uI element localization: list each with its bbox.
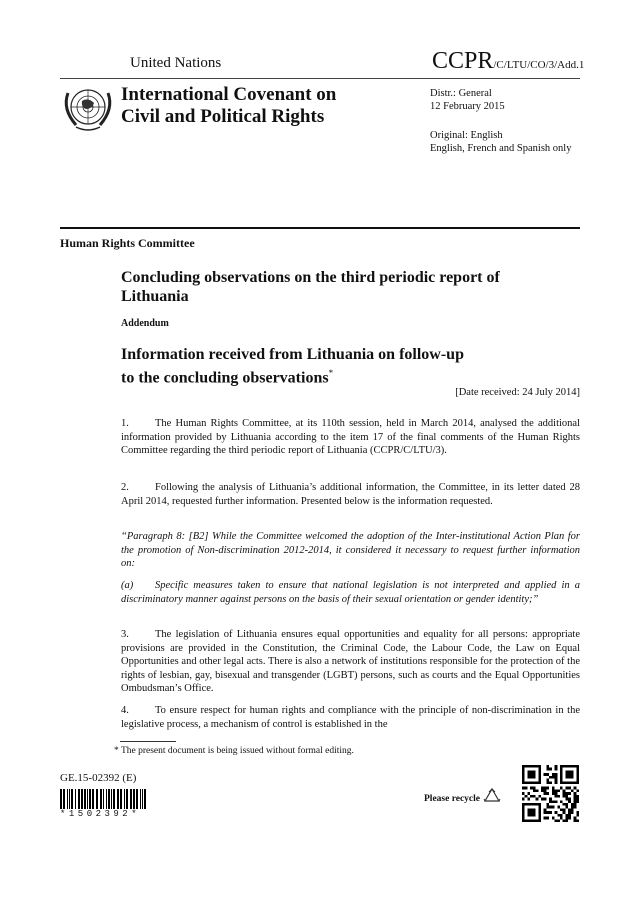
barcode-icon <box>60 789 150 809</box>
recycle-icon <box>480 786 504 810</box>
issue-date: 12 February 2015 <box>430 101 505 112</box>
distribution-info <box>430 87 505 113</box>
paragraph-4 <box>121 704 580 731</box>
barcode-number: *1502392* <box>60 809 141 819</box>
original-language: Original: English <box>430 130 503 141</box>
title-line: Civil and Political Rights <box>121 106 325 127</box>
para-number: 2. <box>121 482 129 493</box>
para-text: The Human Rights Committee, at its 110th session, held in March 2014, analysed the additional information provided by Lithuania according to the item 17 of the final comments of the Human Rights Committee regarding the third periodic report of Lithuania (CCPR/C/LTU/3). <box>121 418 580 457</box>
qr-code-icon <box>522 765 579 822</box>
para-number: 1. <box>121 418 129 429</box>
symbol-main: CCPR <box>432 48 494 74</box>
heading-concluding: Concluding observations on the third periodic report of Lithuania <box>121 269 500 305</box>
section-rule <box>60 227 580 229</box>
para-text: The legislation of Lithuania ensures equal opportunities and equality for all persons: appropriate provisions are provided in the Constitution, the Criminal Code, the Labour Code, the Law on Equal Opportunities and other legal acts. There is also a network of institutions responsible for the protection of the rights of lesbian, gay, bisexual and transgender (LGBT) persons, such as courts and the Equal Opportunities Ombudsman’s Office. <box>121 629 580 695</box>
paragraph-2 <box>121 481 580 508</box>
para-text: “Paragraph 8: [B2] While the Committee welcomed the adoption of the Inter-institutional Action Plan for the promotion of Non-discrimination 2012-2014, it considered it necessary to request further information on: <box>121 531 580 570</box>
treaty-title <box>121 84 336 128</box>
paragraph-1 <box>121 417 580 458</box>
heading-text: Information received from Lithuania on follow-up to the concluding observations <box>121 346 464 387</box>
symbol-sub: /C/LTU/CO/3/Add.1 <box>493 59 585 71</box>
date-received: [Date received: 24 July 2014] <box>455 387 580 398</box>
footnote-mark: * <box>328 368 334 378</box>
quote-paragraph <box>121 530 580 571</box>
committee-name: Human Rights Committee <box>60 236 195 250</box>
quote-item-a <box>121 579 580 606</box>
footnote-rule <box>120 741 176 742</box>
para-text: To ensure respect for human rights and compliance with the principle of non-discrimination in the legislative process, a mechanism of control is established in the <box>121 705 580 730</box>
languages: English, French and Spanish only <box>430 143 572 154</box>
header-rule <box>60 78 580 79</box>
language-info <box>430 129 571 155</box>
para-text: Specific measures taken to ensure that national legislation is not interpreted and applied in a discriminatory manner against persons on the basis of their sexual orientation or gender identity;” <box>121 580 580 605</box>
addendum-label: Addendum <box>121 318 169 329</box>
para-text: Following the analysis of Lithuania’s additional information, the Committee, in its letter dated 28 April 2014, requested further information. Presented below is the information requested. <box>121 482 580 507</box>
distr: Distr.: General <box>430 88 492 99</box>
para-number: (a) <box>121 580 134 591</box>
org-name: United Nations <box>130 55 222 71</box>
footnote: * The present document is being issued without formal editing. <box>114 746 354 756</box>
para-number: 4. <box>121 705 129 716</box>
un-emblem-icon <box>60 83 116 133</box>
heading-information <box>121 345 481 387</box>
title-line: International Covenant on <box>121 84 337 105</box>
document-symbol <box>432 48 584 75</box>
para-number: 3. <box>121 629 129 640</box>
job-number: GE.15-02392 (E) <box>60 772 137 784</box>
paragraph-3 <box>121 628 580 696</box>
recycle-label: Please recycle <box>424 794 480 804</box>
